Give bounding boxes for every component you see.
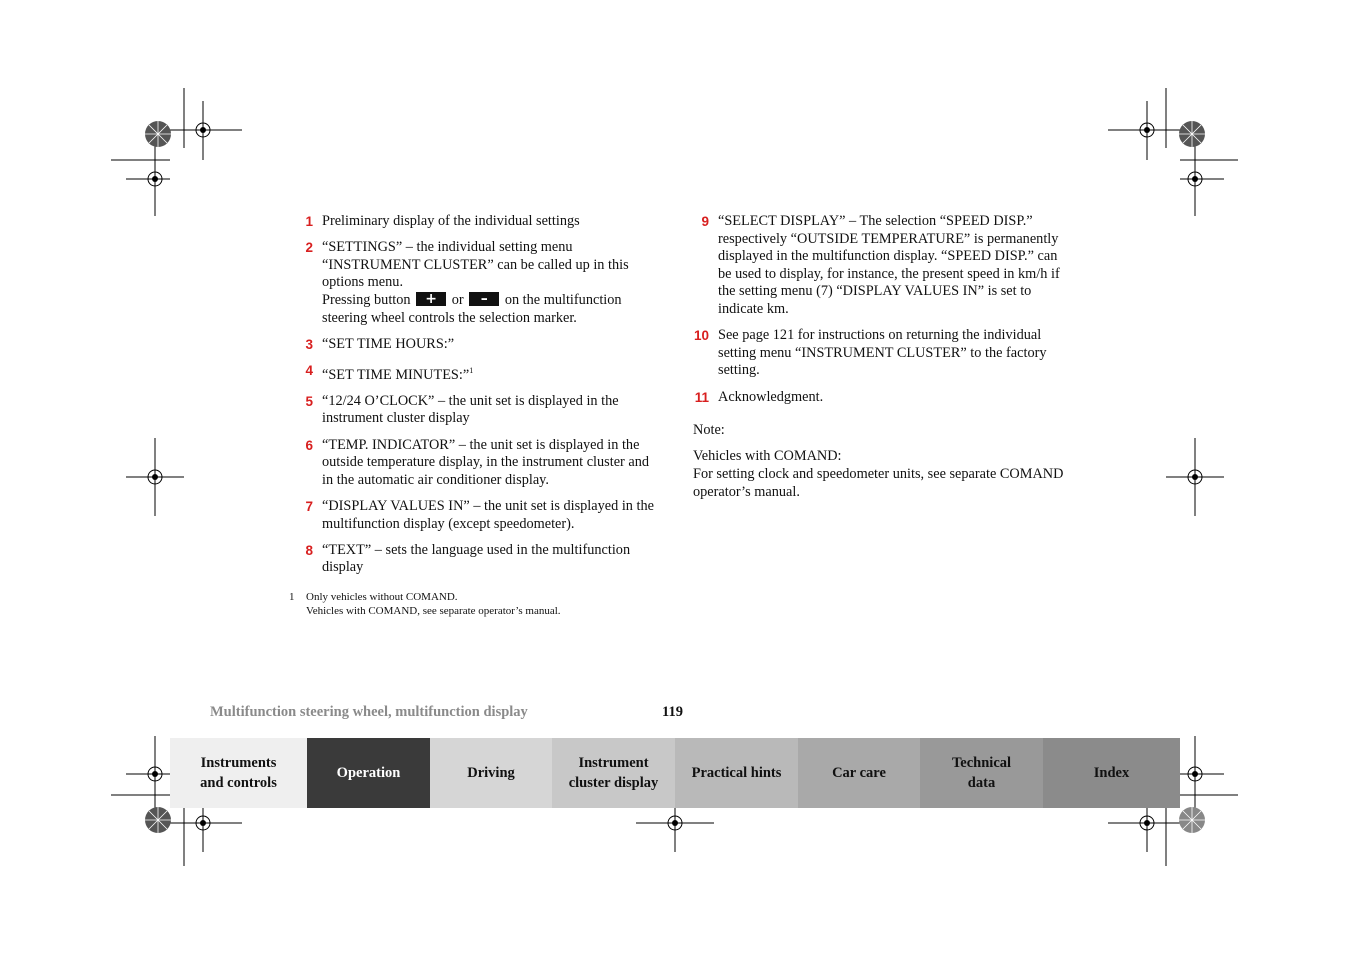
section-title: Multifunction steering wheel, multifunction display	[210, 704, 528, 720]
list-item	[289, 437, 659, 490]
list-item	[693, 389, 1065, 407]
list-item	[289, 393, 659, 428]
item-number: 2	[305, 240, 313, 256]
page-number: 119	[662, 704, 683, 720]
item-text: See page 121 for instructions on returning the individual setting menu “INSTRUMENT CLUSTER” to the factory setting.	[718, 327, 1047, 379]
item-text: Acknowledgment.	[718, 388, 824, 405]
tab-practical-hints[interactable]	[675, 738, 798, 808]
note-text	[693, 448, 1065, 501]
list-item	[289, 239, 659, 327]
item-text: “SELECT DISPLAY” – The selection “SPEED DISP.” respectively “OUTSIDE TEMPERATURE” is permanently displayed in the multifunction display. “SPEED DISP.” can be used to display, for instance, the present speed in km/h if the setting menu (7) “DISPLAY VALUES IN” is set to indicate km.	[718, 213, 1060, 317]
item-number: 9	[701, 214, 709, 229]
item-number: 11	[694, 389, 709, 405]
note-line: Vehicles with COMAND:	[693, 448, 842, 465]
item-text: “SETTINGS” – the individual setting menu “INSTRUMENT CLUSTER” can be called up in this options menu.	[322, 239, 629, 291]
item-text: or	[451, 291, 464, 308]
tab-label: Driving	[467, 765, 515, 781]
list-item	[289, 362, 659, 384]
note-line: For setting clock and speedometer units, see separate COMAND operator’s manual.	[693, 465, 1064, 500]
starburst-mark-icon	[145, 121, 171, 147]
item-number: 7	[305, 499, 313, 515]
item-text: Preliminary display of the individual settings	[322, 213, 580, 229]
tab-driving[interactable]	[430, 738, 552, 808]
item-number: 1	[305, 214, 313, 229]
starburst-mark-icon	[1179, 121, 1205, 147]
list-item	[693, 213, 1065, 319]
chapter-tabs	[170, 738, 1180, 808]
tab-label: Practical hints	[691, 765, 782, 781]
tab-label: Index	[1093, 765, 1130, 781]
item-number: 10	[693, 328, 709, 344]
footnote-text	[306, 590, 561, 618]
item-text: Pressing button	[322, 291, 411, 308]
tab-index[interactable]	[1043, 738, 1180, 808]
item-text: “12/24 O’CLOCK” – the unit set is displayed in the instrument cluster display	[322, 392, 619, 427]
tab-label: Instruments	[200, 755, 277, 771]
tab-car-care[interactable]	[798, 738, 920, 808]
item-text: “SET TIME MINUTES:”	[322, 366, 470, 383]
tab-label: Technical	[951, 755, 1012, 771]
minus-button-icon: –	[469, 292, 499, 306]
right-column	[693, 213, 1065, 510]
footnote-number: 1	[289, 591, 295, 603]
starburst-mark-icon	[145, 807, 171, 833]
tab-instruments-and-controls[interactable]	[170, 738, 307, 808]
tab-label: Operation	[336, 765, 401, 781]
list-item	[693, 327, 1065, 380]
item-text: “TEMP. INDICATOR” – the unit set is displayed in the outside temperature display, in the instrument cluster and in the automatic air conditioner display.	[322, 436, 650, 488]
tab-technical-data[interactable]	[920, 738, 1043, 808]
footnote-line: Vehicles with COMAND, see separate operator’s manual.	[306, 605, 561, 617]
tab-instrument-cluster-display[interactable]	[552, 738, 675, 808]
list-item	[289, 213, 659, 231]
list-item	[289, 542, 659, 577]
item-number: 5	[305, 393, 313, 409]
item-text: “DISPLAY VALUES IN” – the unit set is displayed in the multifunction display (except speedometer).	[322, 498, 654, 532]
footnote-ref: 1	[469, 365, 474, 375]
tab-label: data	[967, 775, 996, 791]
item-number: 4	[305, 362, 313, 378]
item-number: 8	[305, 542, 313, 558]
footnote-line: Only vehicles without COMAND.	[306, 591, 458, 603]
item-text-block	[313, 362, 659, 384]
tab-label: and controls	[200, 775, 277, 791]
item-text: “TEXT” – sets the language used in the multifunction display	[322, 541, 631, 576]
left-column	[289, 213, 659, 586]
item-number: 3	[305, 336, 313, 352]
plus-button-icon: +	[416, 292, 446, 306]
note-label: Note:	[693, 422, 725, 439]
item-text: “SET TIME HOURS:”	[322, 335, 455, 352]
tab-label: Car care	[832, 765, 886, 781]
tab-operation[interactable]	[307, 738, 430, 808]
footnote	[289, 590, 561, 618]
tab-label: cluster display	[568, 775, 659, 791]
tab-label: Instrument	[578, 755, 649, 771]
starburst-mark-icon	[1179, 807, 1205, 833]
list-item	[289, 336, 659, 354]
item-text-block	[313, 239, 659, 327]
list-item	[289, 498, 659, 533]
note-block	[693, 422, 1065, 501]
item-number: 6	[305, 437, 313, 453]
item-text: on the multifunction steering wheel controls the selection marker.	[322, 291, 622, 326]
